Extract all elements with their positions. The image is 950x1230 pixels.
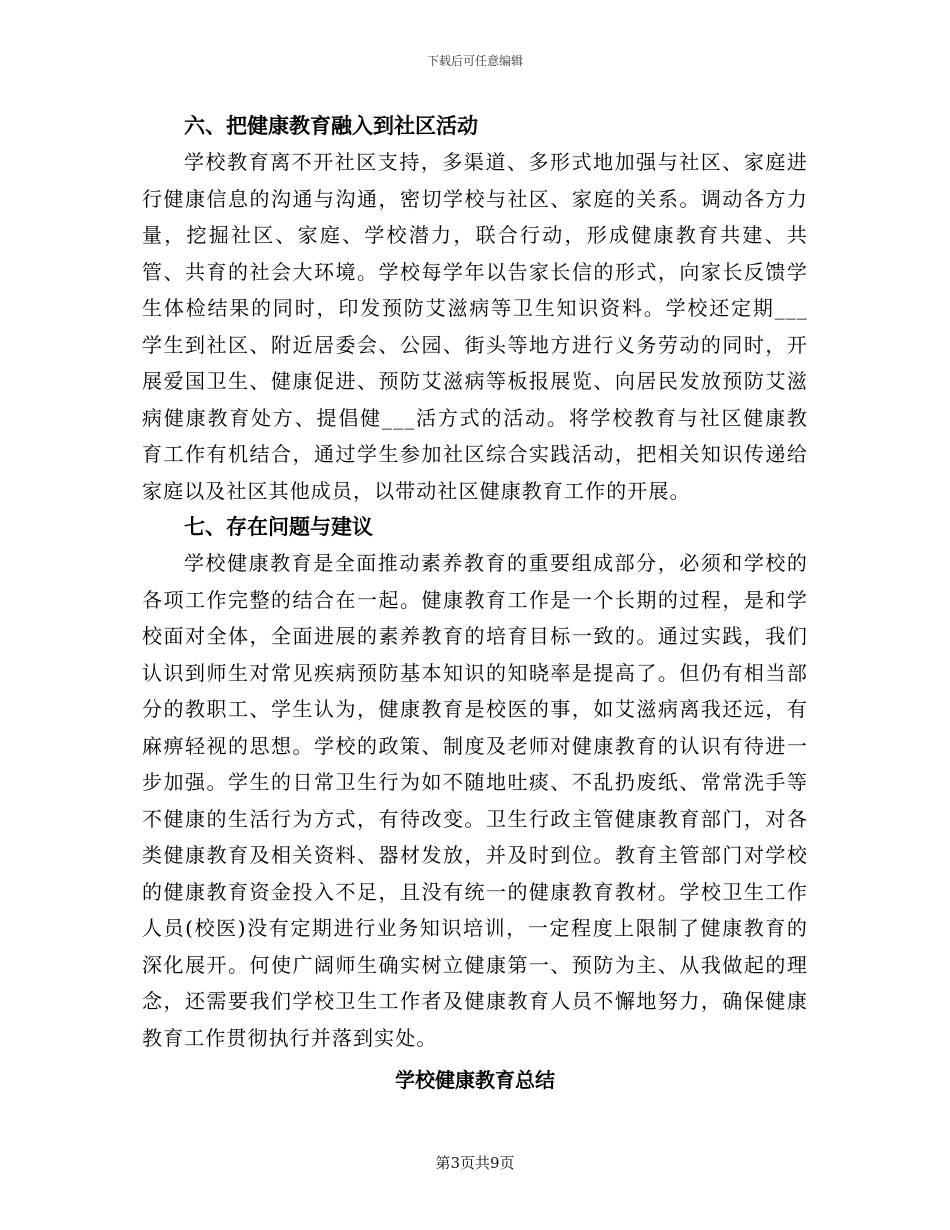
section-heading-6: 六、把健康教育融入到社区活动 [184,113,478,138]
page-footer: 第3页共9页 [435,1154,515,1172]
page-header: 下载后可任意编辑 [426,54,523,68]
section-paragraph-6: 学校教育离不开社区支持，多渠道、多形式地加强与社区、家庭进行健康信息的沟通与沟通，密切学校与社区、家庭的关系。调动各方力量，挖掘社区、家庭、学校潜力，联合行动，形成健康教育共建、共管、共育的社会大环境。学校每学年以告家长信的形式，向家长反馈学生体检结果的同时，印发预防艾滋病等卫生知识资料。学校还定期___学生到社区、附近居委会、公园、街头等地方进行义务劳动的同时，开展爱国卫生、健康促进、预防艾滋病等板报展览、向居民发放预防艾滋病健康教育处方、提倡健___活方式的活动。将学校教育与社区健康教育工作有机结合，通过学生参加社区综合实践活动，把相关知识传递给家庭以及社区其他成员，以带动社区健康教育工作的开展。 [142,150,808,503]
document-title: 学校健康教育总结 [395,1068,555,1092]
section-heading-7: 七、存在问题与建议 [184,514,373,539]
section-paragraph-7: 学校健康教育是全面推动素养教育的重要组成部分，必须和学校的各项工作完整的结合在一起。健康教育工作是一个长期的过程，是和学校面对全体，全面进展的素养教育的培育目标一致的。通过实践，我们认识到师生对常见疾病预防基本知识的知晓率是提高了。但仍有相当部分的教职工、学生认为，健康教育是校医的事，如艾滋病离我还远，有麻痹轻视的思想。学校的政策、制度及老师对健康教育的认识有待进一步加强。学生的日常卫生行为如不随地吐痰、不乱扔废纸、常常洗手等不健康的生活行为方式，有待改变。卫生行政主管健康教育部门，对各类健康教育及相关资料、器材发放，并及时到位。教育主管部门对学校的健康教育资金投入不足，且没有统一的健康教育教材。学校卫生工作人员(校医)没有定期进行业务知识培训，一定程度上限制了健康教育的深化展开。何使广阔师生确实树立健康第一、预防为主、从我做起的理念，还需要我们学校卫生工作者及健康教育人员不懈地努力，确保健康教育工作贯彻执行并落到实处。 [142,551,808,1050]
document-body [142,108,808,1100]
